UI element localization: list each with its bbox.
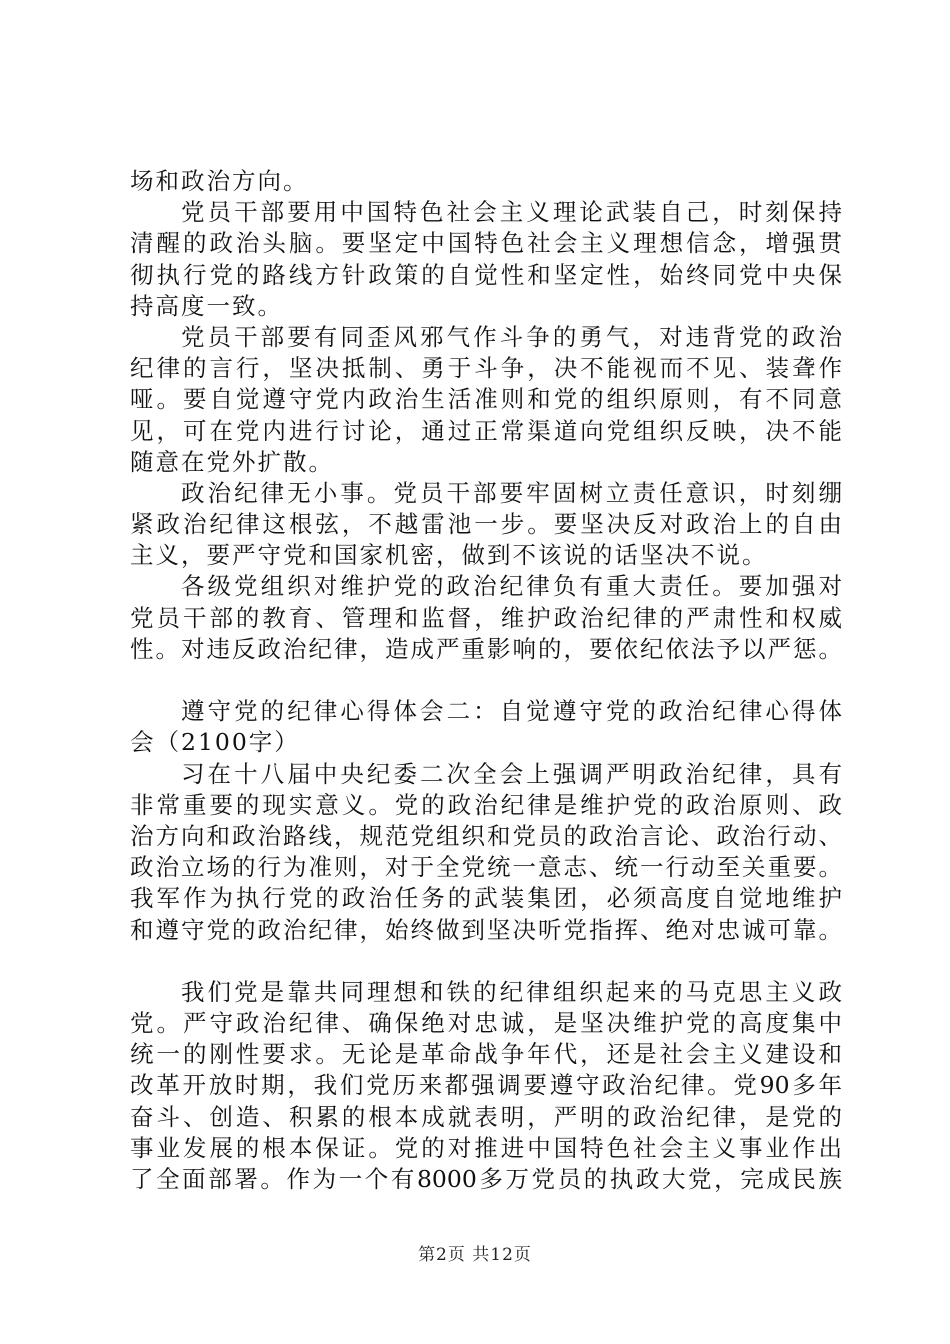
text-line: 政治立场的行为准则，对于全党统一意志、统一行动至关重要。	[130, 853, 842, 882]
text-line: 持高度一致。	[130, 291, 283, 320]
text-line: 主义，要严守党和国家机密，做到不该说的话坚决不说。	[130, 541, 768, 570]
paragraph-first-line: 党员干部要用中国特色社会主义理论武装自己，时刻保持	[181, 198, 842, 227]
text-line: 场和政治方向。	[130, 167, 309, 195]
text-line: 非常重要的现实意义。党的政治纪律是维护党的政治原则、政	[130, 790, 842, 819]
page-footer: 第2页 共12页	[418, 1245, 532, 1265]
text-line: 和遵守党的政治纪律，始终做到坚决听党指挥、绝对忠诚可靠。	[130, 915, 842, 944]
text-line: 改革开放时期，我们党历来都强调要遵守政治纪律。党90多年	[130, 1071, 842, 1100]
text-line: 会（2100字）	[130, 728, 300, 757]
text-line: 彻执行党的路线方针政策的自觉性和坚定性，始终同党中央保	[130, 260, 842, 289]
text-line: 奋斗、创造、积累的根本成就表明，严明的政治纪律，是党的	[130, 1102, 842, 1131]
text-line: 性。对违反政治纪律，造成严重影响的，要依纪依法予以严惩。	[130, 634, 842, 663]
blank-line	[130, 946, 842, 977]
text-line: 事业发展的根本保证。党的对推进中国特色社会主义事业作出	[130, 1133, 842, 1162]
text-line: 党员干部的教育、管理和监督，维护政治纪律的严肃性和权威	[130, 603, 842, 632]
text-line: 哑。要自觉遵守党内政治生活准则和党的组织原则，有不同意	[130, 385, 842, 414]
text-line: 了全面部署。作为一个有8000多万党员的执政大党，完成民族	[130, 1165, 842, 1193]
paragraph-first-line: 遵守党的纪律心得体会二：自觉遵守党的政治纪律心得体	[181, 697, 842, 726]
text-line: 治方向和政治路线，规范党组织和党员的政治言论、政治行动、	[130, 821, 842, 850]
paragraph-first-line: 党员干部要有同歪风邪气作斗争的勇气，对违背党的政治	[181, 322, 842, 351]
text-line: 见，可在党内进行讨论，通过正常渠道向党组织反映，决不能	[130, 416, 842, 445]
blank-line	[130, 665, 842, 696]
text-line: 纪律的言行，坚决抵制、勇于斗争，决不能视而不见、装聋作	[130, 354, 842, 383]
text-line: 我军作为执行党的政治任务的武装集团，必须高度自觉地维护	[130, 884, 842, 913]
text-line: 党。严守政治纪律、确保绝对忠诚，是坚决维护党的高度集中	[130, 1009, 842, 1038]
paragraph-first-line: 各级党组织对维护党的政治纪律负有重大责任。要加强对	[181, 572, 842, 601]
text-line: 清醒的政治头脑。要坚定中国特色社会主义理想信念，增强贯	[130, 229, 842, 258]
document-body	[130, 166, 842, 1195]
text-line: 随意在党外扩散。	[130, 447, 334, 476]
paragraph-first-line: 政治纪律无小事。党员干部要牢固树立责任意识，时刻绷	[181, 478, 842, 507]
text-line: 紧政治纪律这根弦，不越雷池一步。要坚决反对政治上的自由	[130, 510, 842, 539]
text-line: 统一的刚性要求。无论是革命战争年代，还是社会主义建设和	[130, 1040, 842, 1069]
paragraph-first-line: 我们党是靠共同理想和铁的纪律组织起来的马克思主义政	[181, 977, 842, 1006]
paragraph-first-line: 习在十八届中央纪委二次全会上强调严明政治纪律，具有	[181, 759, 842, 788]
